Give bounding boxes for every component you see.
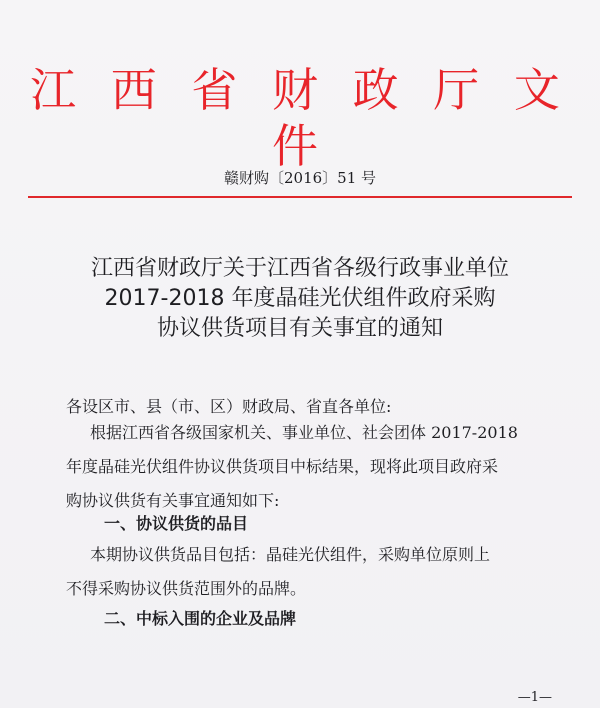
issuer-title: 江 西 省 财 政 厅 文 件 (30, 63, 570, 173)
paragraph-line: 购协议供货有关事宜通知如下: (66, 491, 280, 510)
section-1-paragraph (66, 538, 556, 606)
notice-title-line: 2017-2018 年度晶硅光伏组件政府采购 (104, 286, 496, 311)
intro-paragraph (66, 416, 556, 518)
page-number: —1— (517, 690, 552, 705)
document-number: 赣财购〔2016〕51 号 (223, 169, 377, 187)
notice-title-line: 江西省财政厅关于江西省各级行政事业单位 (90, 256, 509, 281)
section-heading-2: 二、中标入围的企业及品牌 (104, 609, 297, 628)
red-divider (28, 196, 572, 198)
paragraph-line: 年度晶硅光伏组件协议供货项目中标结果，现将此项目政府采 (66, 457, 499, 476)
addressee: 各设区市、县（市、区）财政局、省直各单位: (66, 397, 392, 416)
paragraph-line: 不得采购协议供货范围外的品牌。 (66, 579, 307, 598)
section-heading-1: 一、协议供货的品目 (104, 514, 249, 533)
notice-title-line: 协议供货项目有关事宜的通知 (156, 316, 443, 341)
notice-title (0, 254, 600, 344)
paragraph-line: 根据江西省各级国家机关、事业单位、社会团体 2017-2018 (90, 423, 518, 442)
paragraph-line: 本期协议供货品目包括：晶硅光伏组件，采购单位原则上 (90, 545, 491, 564)
